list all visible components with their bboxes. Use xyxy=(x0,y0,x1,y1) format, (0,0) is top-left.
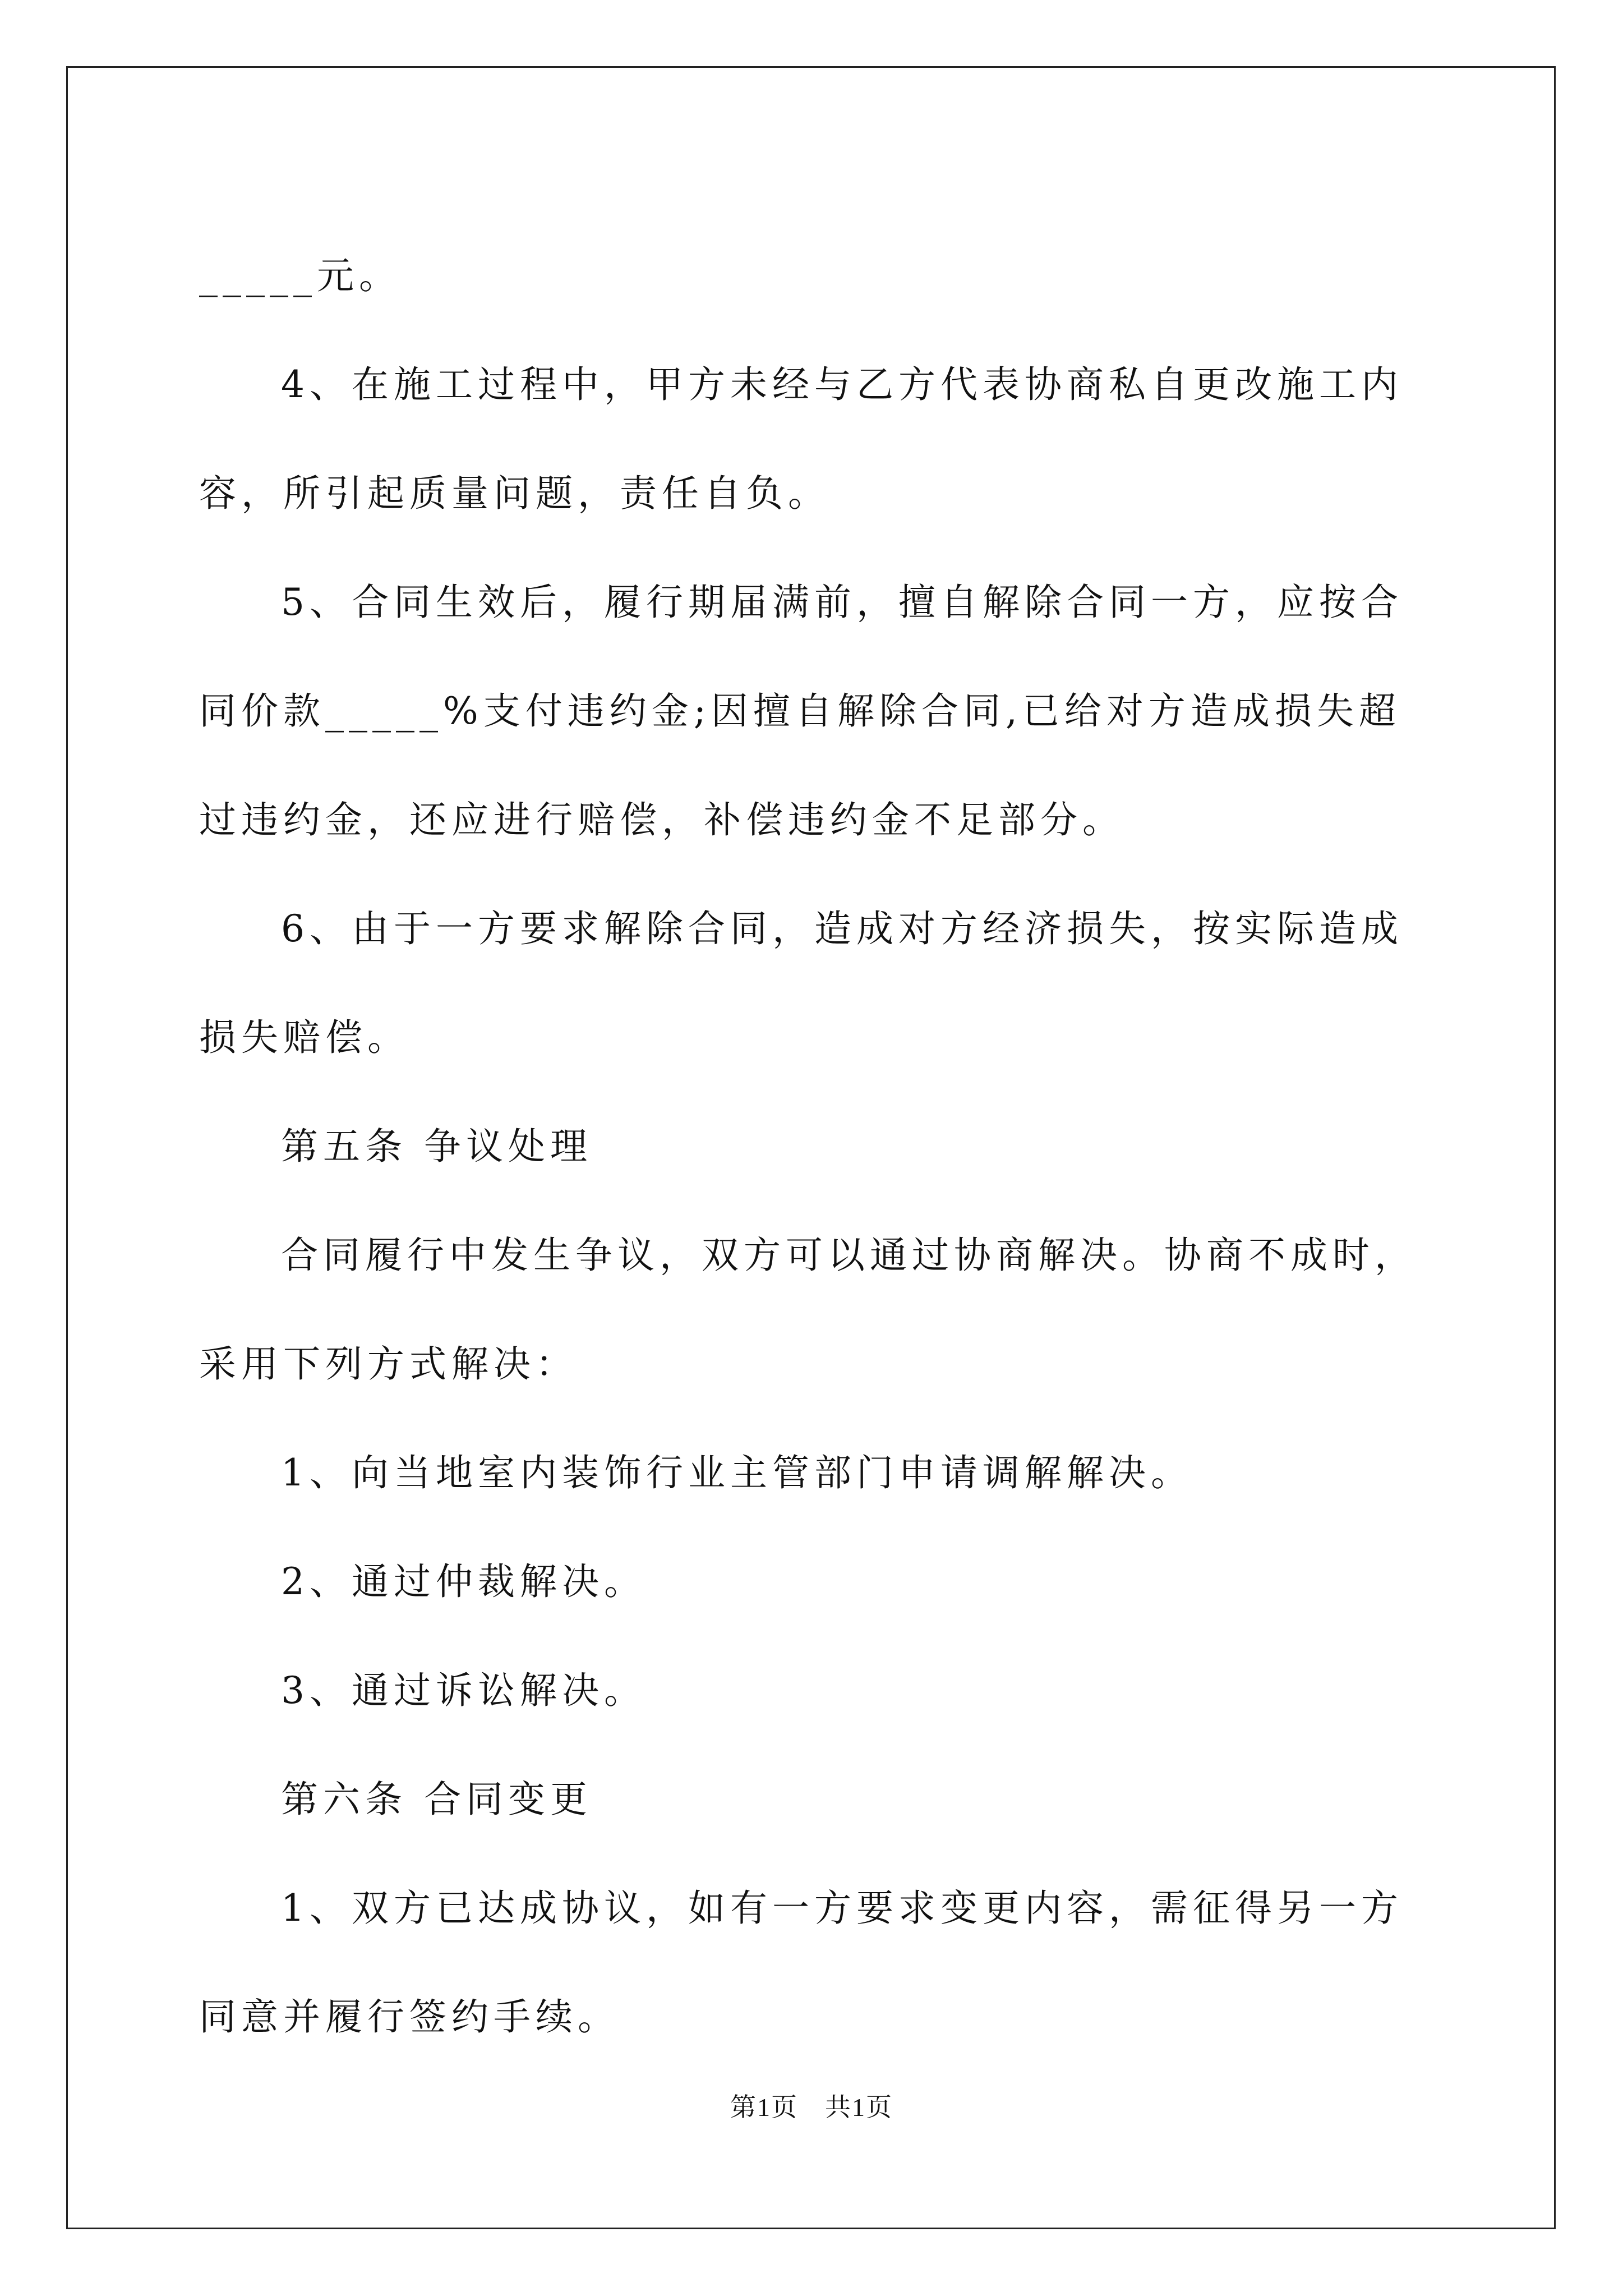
paragraph-clause-6: 6、由于一方要求解除合同，造成对方经济损失，按实际造成损失赔偿。 xyxy=(199,907,1403,1059)
page-number-label: 第1页 共1页 xyxy=(730,2093,893,2122)
paragraph-dispute-intro: 合同履行中发生争议，双方可以通过协商解决。协商不成时，采用下列方式解决： xyxy=(199,1234,1417,1386)
paragraph-dispute-option-2: 2、通过仲裁解决。 xyxy=(281,1560,646,1603)
paragraph-dispute-option-3: 3、通过诉讼解决。 xyxy=(281,1669,646,1712)
page-footer xyxy=(0,2087,1623,2124)
section-heading-article-6: 第六条 合同变更 xyxy=(281,1778,592,1821)
paragraph-change-clause-1: 1、双方已达成协议，如有一方要求变更内容，需征得另一方同意并履行签约手续。 xyxy=(199,1887,1403,2039)
paragraph-clause-4: 4、在施工过程中，甲方未经与乙方代表协商私自更改施工内容，所引起质量问题，责任自负。 xyxy=(199,363,1403,515)
paragraph-dispute-option-1: 1、向当地室内装饰行业主管部门申请调解解决。 xyxy=(281,1451,1193,1494)
paragraph-continuation: _____元。 xyxy=(199,254,401,297)
document-body xyxy=(199,222,1433,2072)
section-heading-article-5: 第五条 争议处理 xyxy=(281,1125,592,1168)
paragraph-clause-5: 5、合同生效后，履行期届满前，擅自解除合同一方，应按合同价款_____%支付违约金;因擅自解除合同,已给对方造成损失超过违约金，还应进行赔偿，补偿违约金不足部分。 xyxy=(199,581,1403,841)
